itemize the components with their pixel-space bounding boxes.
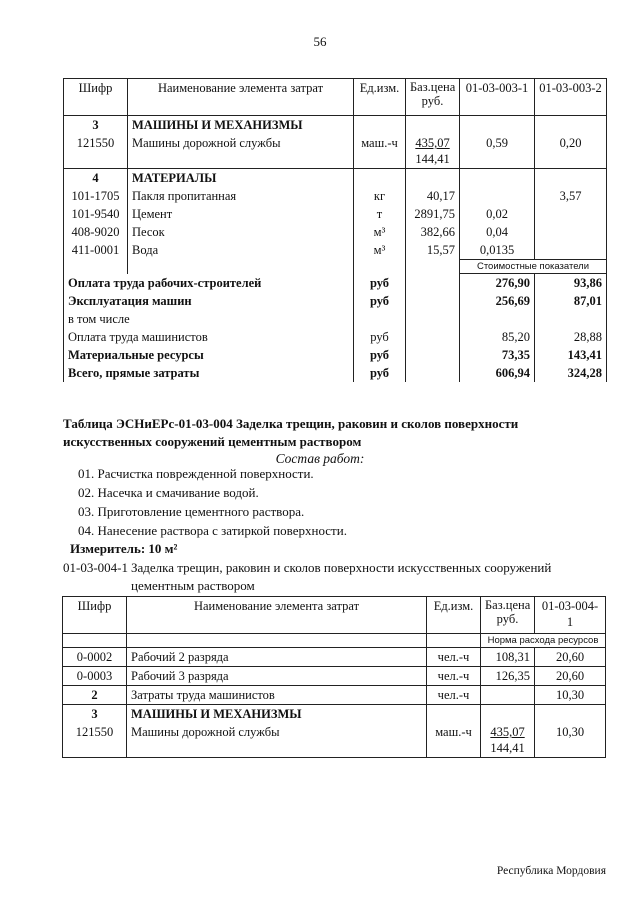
measure-unit: Измеритель: 10 м²	[70, 541, 178, 556]
table-header-row	[63, 597, 606, 634]
row-price: 15,57	[406, 241, 460, 260]
section-row-machines	[63, 705, 606, 724]
row-value-1	[460, 187, 535, 205]
row-value-1: 0,0135	[460, 241, 535, 260]
header-unit: Ед.изм.	[354, 79, 406, 116]
resource-table-01-03-004	[62, 596, 606, 758]
row-name: Материальные ресурсы	[64, 346, 354, 364]
cost-caption-row	[64, 260, 607, 274]
row-unit: маш.-ч	[427, 723, 481, 758]
row-value-1: 0,02	[460, 205, 535, 223]
row-code: 2	[63, 686, 127, 705]
header-col-2: 01-03-003-2	[535, 79, 607, 116]
row-unit: руб	[354, 328, 406, 346]
row-name: Песок	[128, 223, 354, 241]
header-name: Наименование элемента затрат	[127, 597, 427, 634]
resource-table-01-03-003	[63, 78, 607, 382]
section-title: МАШИНЫ И МЕХАНИЗМЫ	[128, 116, 354, 135]
row-name: Рабочий 2 разряда	[127, 648, 427, 667]
work-item: 01. Расчистка поврежденной поверхности.	[78, 466, 314, 481]
row-value-1: 606,94	[460, 364, 535, 382]
cost-row	[64, 310, 607, 328]
table-row	[64, 205, 607, 223]
table-row	[63, 648, 606, 667]
row-name: Цемент	[128, 205, 354, 223]
cost-row	[64, 274, 607, 293]
rate-description: Заделка трещин, раковин и сколов поверхности искусственных сооружений цементным раствором	[131, 560, 552, 593]
row-unit: т	[354, 205, 406, 223]
price-top: 435,07	[415, 136, 450, 150]
row-code: 121550	[63, 723, 127, 758]
norm-caption-row	[63, 634, 606, 648]
price-bottom: 144,41	[490, 741, 525, 755]
row-unit: чел.-ч	[427, 667, 481, 686]
row-unit: кг	[354, 187, 406, 205]
table-row	[64, 187, 607, 205]
row-price	[406, 134, 460, 169]
row-name: Оплата труда рабочих-строителей	[64, 274, 354, 293]
row-price	[406, 364, 460, 382]
row-code: 411-0001	[64, 241, 128, 260]
page-number: 56	[313, 34, 327, 49]
row-price: 2891,75	[406, 205, 460, 223]
rate-code: 01-03-004-1	[63, 560, 128, 575]
row-value-2: 3,57	[535, 187, 607, 205]
row-code: 0-0003	[63, 667, 127, 686]
row-value-1: 0,04	[460, 223, 535, 241]
header-code: Шифр	[64, 79, 128, 116]
row-value-1: 73,35	[460, 346, 535, 364]
row-name: Рабочий 3 разряда	[127, 667, 427, 686]
work-item: 03. Приготовление цементного раствора.	[78, 504, 305, 519]
row-unit: м³	[354, 241, 406, 260]
row-unit: руб	[354, 364, 406, 382]
row-value-1: 10,30	[535, 723, 606, 758]
row-price	[406, 292, 460, 310]
row-value-1: 10,30	[535, 686, 606, 705]
table-header-row	[64, 79, 607, 116]
section-number: 3	[63, 705, 127, 724]
section-row-materials	[64, 169, 607, 188]
works-list	[78, 464, 347, 540]
row-value-2: 0,20	[535, 134, 607, 169]
work-item: 02. Насечка и смачивание водой.	[78, 485, 259, 500]
row-name: Затраты труда машинистов	[127, 686, 427, 705]
row-unit: чел.-ч	[427, 686, 481, 705]
header-price: Баз.цена руб.	[481, 597, 535, 634]
row-name: Машины дорожной службы	[127, 723, 427, 758]
row-price	[481, 723, 535, 758]
footer-region: Республика Мордовия	[496, 865, 606, 877]
cost-row	[64, 346, 607, 364]
section-number: 3	[64, 116, 128, 135]
row-value-2: 87,01	[535, 292, 607, 310]
row-code: 101-1705	[64, 187, 128, 205]
row-value-2: 28,88	[535, 328, 607, 346]
header-code: Шифр	[63, 597, 127, 634]
row-value-1: 276,90	[460, 274, 535, 293]
price-bottom: 144,41	[415, 152, 450, 166]
row-value-1	[460, 310, 535, 328]
section-title: МАШИНЫ И МЕХАНИЗМЫ	[127, 705, 427, 724]
cost-caption: Стоимостные показатели	[460, 260, 607, 274]
table-row	[64, 241, 607, 260]
row-unit: руб	[354, 346, 406, 364]
cost-row	[64, 292, 607, 310]
header-unit: Ед.изм.	[427, 597, 481, 634]
row-value-2: 324,28	[535, 364, 607, 382]
row-unit: руб	[354, 292, 406, 310]
table-row	[63, 723, 606, 758]
header-col-1: 01-03-004-1	[535, 597, 606, 634]
header-name: Наименование элемента затрат	[128, 79, 354, 116]
table-row	[63, 667, 606, 686]
composition-title: Состав работ:	[275, 451, 365, 466]
table-row	[64, 223, 607, 241]
row-value-1: 20,60	[535, 667, 606, 686]
section-title: МАТЕРИАЛЫ	[128, 169, 354, 188]
norm-caption: Норма расхода ресурсов	[481, 634, 606, 648]
row-unit: руб	[354, 274, 406, 293]
row-value-2	[535, 205, 607, 223]
section-number: 4	[64, 169, 128, 188]
row-unit: м³	[354, 223, 406, 241]
work-item: 04. Нанесение раствора с затиркой поверхности.	[78, 523, 347, 538]
row-code: 101-9540	[64, 205, 128, 223]
row-unit: маш.-ч	[354, 134, 406, 169]
row-value-1: 256,69	[460, 292, 535, 310]
row-value-1: 0,59	[460, 134, 535, 169]
row-code: 121550	[64, 134, 128, 169]
row-name: Машины дорожной службы	[128, 134, 354, 169]
row-value-2	[535, 223, 607, 241]
row-name: Вода	[128, 241, 354, 260]
row-value-2	[535, 241, 607, 260]
row-code: 408-9020	[64, 223, 128, 241]
row-price: 126,35	[481, 667, 535, 686]
row-name: Всего, прямые затраты	[64, 364, 354, 382]
row-name: в том числе	[64, 310, 354, 328]
row-value-2	[535, 310, 607, 328]
row-name: Оплата труда машинистов	[64, 328, 354, 346]
operators-row	[63, 686, 606, 705]
row-price	[406, 310, 460, 328]
row-unit: чел.-ч	[427, 648, 481, 667]
row-price: 40,17	[406, 187, 460, 205]
header-price: Баз.цена руб.	[406, 79, 460, 116]
row-price: 108,31	[481, 648, 535, 667]
row-value-2: 93,86	[535, 274, 607, 293]
cost-row	[64, 364, 607, 382]
price-top: 435,07	[490, 725, 525, 739]
row-price: 382,66	[406, 223, 460, 241]
table-title: Таблица ЭСНиЕРс-01-03-004 Заделка трещин, раковин и сколов поверхности искусственных сооружений цементным раствором	[63, 416, 519, 449]
table-row	[64, 134, 607, 169]
row-value-1: 85,20	[460, 328, 535, 346]
row-price	[406, 346, 460, 364]
row-price	[406, 274, 460, 293]
row-name: Эксплуатация машин	[64, 292, 354, 310]
row-value-2: 143,41	[535, 346, 607, 364]
section-row-machines	[64, 116, 607, 135]
row-name: Пакля пропитанная	[128, 187, 354, 205]
row-price	[406, 328, 460, 346]
row-unit	[354, 310, 406, 328]
header-col-1: 01-03-003-1	[460, 79, 535, 116]
row-code: 0-0002	[63, 648, 127, 667]
row-value-1: 20,60	[535, 648, 606, 667]
cost-row	[64, 328, 607, 346]
